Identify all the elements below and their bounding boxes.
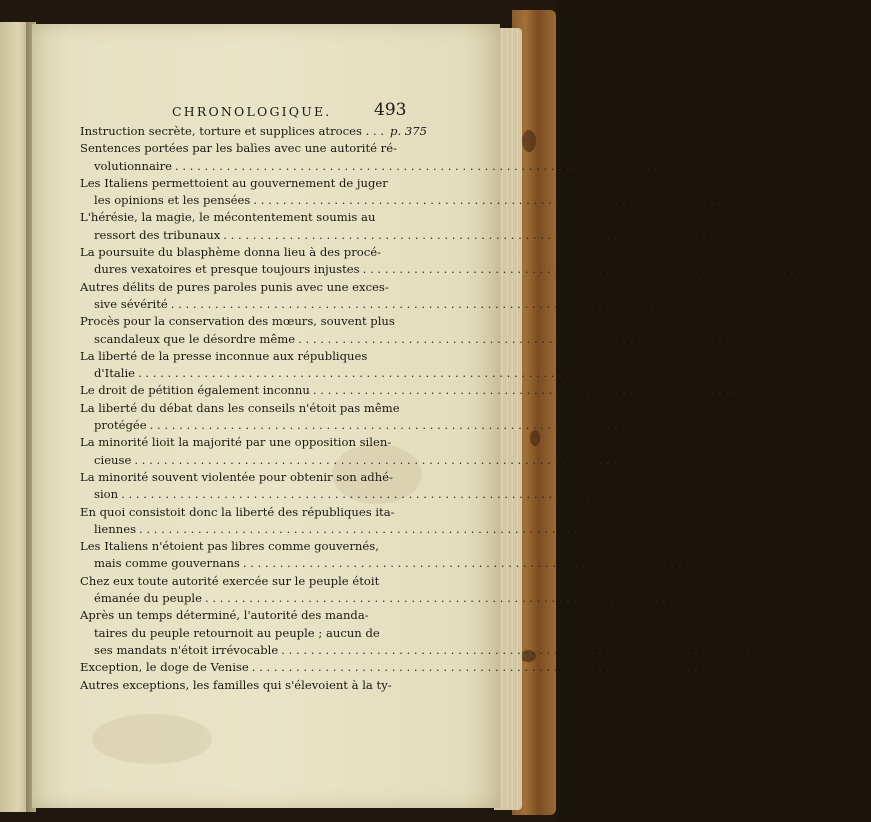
toc-line	[80, 452, 643, 469]
toc-entry-text: mais comme gouvernans	[94, 556, 240, 571]
book-page	[32, 24, 871, 808]
toc-entry-text: sion	[94, 487, 119, 502]
toc-entry-text: protégée	[94, 418, 147, 433]
toc-entry-text: sive sévérité	[94, 296, 168, 311]
toc-entry-text: taires du peuple retournoit au peuple ; aucun de	[94, 625, 380, 640]
toc-line	[80, 521, 647, 538]
toc-page-ref: p. 375	[390, 124, 427, 138]
toc-line	[80, 365, 650, 382]
toc-entry-text: La liberté de la presse inconnue aux républiques	[80, 348, 368, 363]
cover-wear-spot	[522, 130, 536, 152]
toc-line	[80, 677, 407, 694]
dot-leader	[281, 642, 764, 659]
toc-line	[80, 538, 407, 555]
dot-leader	[138, 365, 621, 382]
toc-entry-text: ressort des tribunaux	[94, 227, 221, 242]
toc-page-ref: 380	[783, 331, 807, 346]
table-of-contents	[80, 123, 871, 694]
toc-line	[80, 659, 760, 676]
dot-leader	[121, 486, 604, 503]
toc-line	[80, 123, 427, 140]
dot-leader	[313, 382, 796, 399]
toc-line	[80, 434, 407, 451]
toc-line	[80, 227, 732, 244]
toc-page-ref: 382	[635, 418, 658, 433]
toc-entry-text: Après un temps déterminé, l'autorité des manda-	[80, 608, 369, 623]
toc-page-ref: 388	[767, 642, 790, 657]
toc-entry-text: Sentences portées par les balìes avec une autorité ré-	[80, 141, 397, 156]
toc-line	[80, 642, 790, 659]
toc-line	[80, 158, 683, 175]
toc-line	[80, 313, 407, 330]
toc-entry-text: Instruction secrète, torture et supplices atroces . . .	[80, 124, 385, 138]
toc-page-ref: 377	[709, 227, 732, 242]
toc-line	[80, 331, 807, 348]
dot-leader	[175, 158, 658, 175]
toc-page-ref: ibid.	[623, 366, 650, 381]
toc-page-ref: 376	[660, 158, 683, 173]
toc-entry-text: volutionnaire	[94, 158, 173, 173]
toc-entry-text: En quoi consistoit donc la liberté des républiques ita-	[80, 504, 395, 519]
toc-entry-text: Exception, le doge de Venise	[80, 660, 249, 675]
dot-leader	[252, 659, 735, 676]
dot-leader	[205, 590, 688, 607]
toc-entry-text: ses mandats n'étoit irrévocable	[94, 642, 279, 657]
toc-entry-text: L'hérésie, la magie, le mécontentement soumis au	[80, 210, 376, 225]
toc-line	[80, 573, 407, 590]
toc-entry-text: La poursuite du blasphème donna lieu à des procé-	[80, 245, 381, 260]
toc-page-ref: 379	[656, 296, 679, 311]
toc-entry-text: d'Italie	[94, 366, 136, 381]
toc-line	[80, 279, 407, 296]
toc-entry-text: Autres exceptions, les familles qui s'élevoient à la ty-	[80, 677, 392, 692]
toc-page-ref: 378	[848, 262, 871, 277]
toc-page-ref: 384	[606, 487, 630, 502]
toc-line	[80, 417, 658, 434]
toc-entry-text: La minorité souvent violentée pour obtenir son adhé-	[80, 469, 393, 484]
toc-line	[80, 607, 407, 624]
toc-entry-text: dures vexatoires et presque toujours injustes	[94, 262, 360, 277]
toc-page-ref: ibid.	[739, 193, 766, 208]
toc-page-ref: 381	[798, 383, 821, 398]
toc-line	[80, 400, 407, 417]
toc-entry-text: scandaleux que le désordre même	[94, 331, 296, 346]
dot-leader	[139, 521, 622, 538]
dot-leader	[363, 261, 846, 278]
toc-line	[80, 140, 407, 157]
toc-line	[80, 555, 751, 572]
dot-leader	[253, 192, 736, 209]
paper-stain	[92, 714, 212, 764]
toc-line	[80, 348, 407, 365]
page-number: 493	[374, 100, 407, 120]
toc-page-ref: 387	[690, 591, 713, 606]
toc-entry-text: Autres délits de pures paroles punis avec une exces-	[80, 279, 389, 294]
toc-line	[80, 175, 407, 192]
dot-leader	[134, 452, 617, 469]
toc-page-ref: 389	[737, 660, 760, 675]
toc-entry-text: Les Italiens permettoient au gouvernement de juger	[80, 175, 388, 190]
toc-line	[80, 209, 407, 226]
toc-entry-text: les opinions et les pensées	[94, 193, 251, 208]
toc-page-ref: 383	[620, 452, 643, 467]
dot-leader	[171, 296, 654, 313]
toc-line	[80, 625, 407, 642]
toc-entry-text: Les Italiens n'étoient pas libres comme gouvernés,	[80, 539, 379, 554]
toc-line	[80, 261, 871, 278]
toc-line	[80, 590, 713, 607]
toc-line	[80, 192, 766, 209]
toc-entry-text: Procès pour la conservation des mœurs, souvent plus	[80, 314, 395, 329]
toc-entry-text: Le droit de pétition également inconnu	[80, 383, 310, 398]
dot-leader	[298, 331, 781, 348]
dot-leader	[223, 227, 706, 244]
dot-leader	[150, 417, 633, 434]
toc-line	[80, 382, 821, 399]
toc-entry-text: La liberté du débat dans les conseils n'étoit pas même	[80, 400, 400, 415]
toc-entry-text: La minorité lioit la majorité par une opposition silen-	[80, 435, 392, 450]
toc-line	[80, 296, 679, 313]
toc-entry-text: émanée du peuple	[94, 591, 202, 606]
toc-line	[80, 504, 407, 521]
toc-page-ref: 385	[624, 521, 647, 536]
toc-line	[80, 469, 407, 486]
toc-page-ref: 386	[728, 556, 751, 571]
toc-entry-text: Chez eux toute autorité exercée sur le peuple étoit	[80, 573, 380, 588]
toc-line	[80, 244, 407, 261]
toc-entry-text: liennes	[94, 521, 137, 536]
running-head-title: CHRONOLOGIQUE.	[172, 104, 332, 119]
dot-leader	[243, 555, 726, 572]
toc-line	[80, 486, 630, 503]
toc-entry-text: cieuse	[94, 452, 132, 467]
